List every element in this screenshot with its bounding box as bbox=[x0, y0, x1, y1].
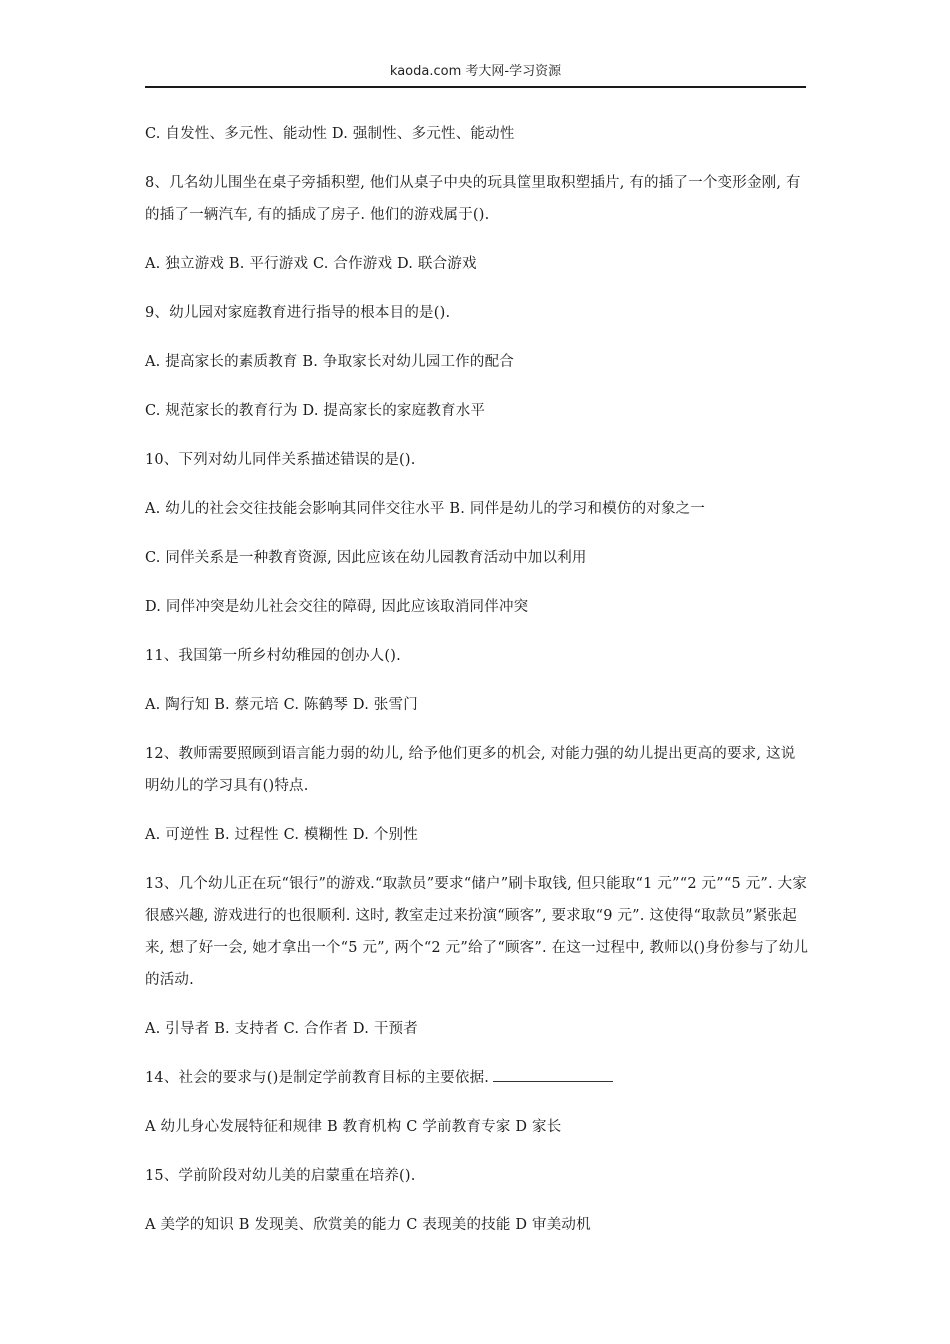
question-9: 9、幼儿园对家庭教育进行指导的根本目的是(). bbox=[145, 305, 451, 321]
option-line: C. 同伴关系是一种教育资源, 因此应该在幼儿园教育活动中加以利用 bbox=[145, 550, 587, 566]
option-line: A. 引导者 B. 支持者 C. 合作者 D. 干预者 bbox=[145, 1021, 418, 1037]
question-12: 12、教师需要照顾到语言能力弱的幼儿, 给予他们更多的机会, 对能力强的幼儿提出更高的要求, 这说明幼儿的学习具有()特点. bbox=[145, 746, 796, 794]
option-line: C. 自发性、多元性、能动性 D. 强制性、多元性、能动性 bbox=[145, 126, 515, 142]
option-line: A. 独立游戏 B. 平行游戏 C. 合作游戏 D. 联合游戏 bbox=[145, 256, 477, 272]
header-site-text: kaoda.com 考大网-学习资源 bbox=[389, 64, 562, 79]
option-line: C. 规范家长的教育行为 D. 提高家长的家庭教育水平 bbox=[145, 403, 486, 419]
question-10: 10、下列对幼儿同伴关系描述错误的是(). bbox=[145, 452, 416, 468]
question-8: 8、几名幼儿围坐在桌子旁插积塑, 他们从桌子中央的玩具筐里取积塑插片, 有的插了一个变形金刚, 有的插了一辆汽车, 有的插成了房子. 他们的游戏属于(). bbox=[145, 175, 801, 223]
page-header bbox=[145, 62, 806, 88]
question-14-wrapper bbox=[145, 1062, 810, 1094]
option-line: D. 同伴冲突是幼儿社会交往的障碍, 因此应该取消同伴冲突 bbox=[145, 599, 529, 615]
question-15: 15、学前阶段对幼儿美的启蒙重在培养(). bbox=[145, 1168, 416, 1184]
question-14: 14、社会的要求与()是制定学前教育目标的主要依据. bbox=[145, 1070, 490, 1086]
option-line: A. 幼儿的社会交往技能会影响其同伴交往水平 B. 同伴是幼儿的学习和模仿的对象之一 bbox=[145, 501, 706, 517]
answer-blank bbox=[493, 1065, 613, 1082]
option-line: A. 提高家长的素质教育 B. 争取家长对幼儿园工作的配合 bbox=[145, 354, 514, 370]
option-line: A 幼儿身心发展特征和规律 B 教育机构 C 学前教育专家 D 家长 bbox=[145, 1119, 562, 1135]
option-line: A 美学的知识 B 发现美、欣赏美的能力 C 表现美的技能 D 审美动机 bbox=[145, 1217, 591, 1233]
option-line: A. 可逆性 B. 过程性 C. 模糊性 D. 个别性 bbox=[145, 827, 418, 843]
question-11: 11、我国第一所乡村幼稚园的创办人(). bbox=[145, 648, 401, 664]
document-body bbox=[145, 118, 810, 1258]
option-line: A. 陶行知 B. 蔡元培 C. 陈鹤琴 D. 张雪门 bbox=[145, 697, 418, 713]
question-13: 13、几个幼儿正在玩“银行”的游戏.“取款员”要求“储户”刷卡取钱, 但只能取“1 元”“2 元”“5 元”. 大家很感兴趣, 游戏进行的也很顺利. 这时, 教室走过来扮演“顾客”, 要求取“9 元”. 这使得“取款员”紧张起来, 想了好一会, 她才拿出一个“5 元”, 两个“2 元”给了“顾客”. 在这一过程中, 教师以()身份参与了幼儿的活动. bbox=[145, 876, 809, 988]
